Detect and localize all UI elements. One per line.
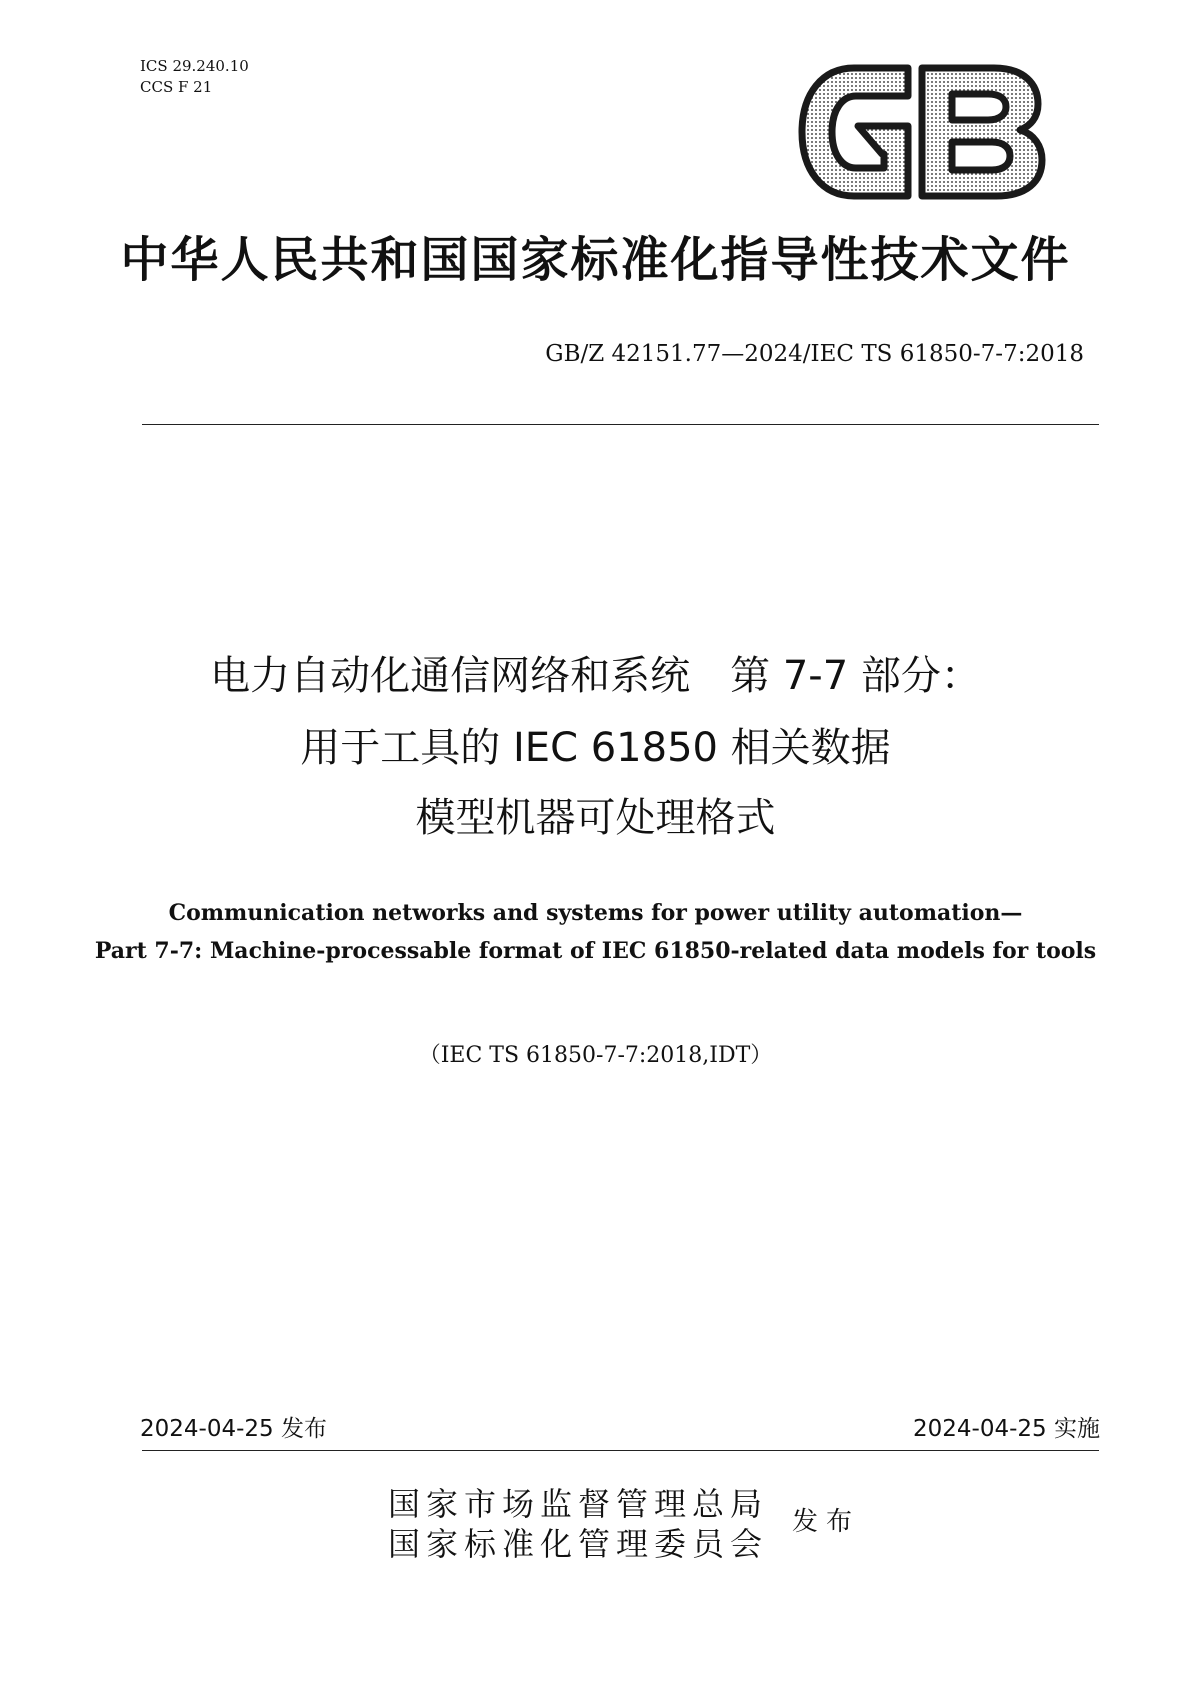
chinese-title-line-2: 用于工具的 IEC 61850 相关数据 xyxy=(300,725,891,771)
issuer-samr: 国家市场监督管理总局 xyxy=(388,1485,769,1523)
national-document-title: 中华人民共和国国家标准化指导性技术文件 xyxy=(120,232,1071,288)
effective-date: 2024-04-25 实施 xyxy=(913,1416,1100,1442)
ccs-code: CCS F 21 xyxy=(140,78,213,96)
chinese-title-line-1: 电力自动化通信网络和系统 第 7-7 部分： xyxy=(210,653,981,699)
chinese-title-line-3: 模型机器可处理格式 xyxy=(415,795,776,841)
issue-action-label: 发布 xyxy=(792,1507,861,1537)
standard-number: GB/Z 42151.77—2024/IEC TS 61850-7-7:2018 xyxy=(545,341,1084,367)
adoption-note: （IEC TS 61850-7-7:2018,IDT） xyxy=(418,1043,773,1068)
header-divider xyxy=(142,424,1099,425)
issue-date: 2024-04-25 发布 xyxy=(140,1416,327,1442)
ics-code: ICS 29.240.10 xyxy=(140,57,249,75)
issuer-sac: 国家标准化管理委员会 xyxy=(388,1525,769,1563)
footer-divider xyxy=(142,1450,1099,1451)
english-title-line-1: Communication networks and systems for power utility automation— xyxy=(168,900,1023,926)
gb-logo-icon xyxy=(798,64,1046,200)
english-title-line-2: Part 7-7: Machine-processable format of IEC 61850-related data models for tools xyxy=(94,938,1097,964)
